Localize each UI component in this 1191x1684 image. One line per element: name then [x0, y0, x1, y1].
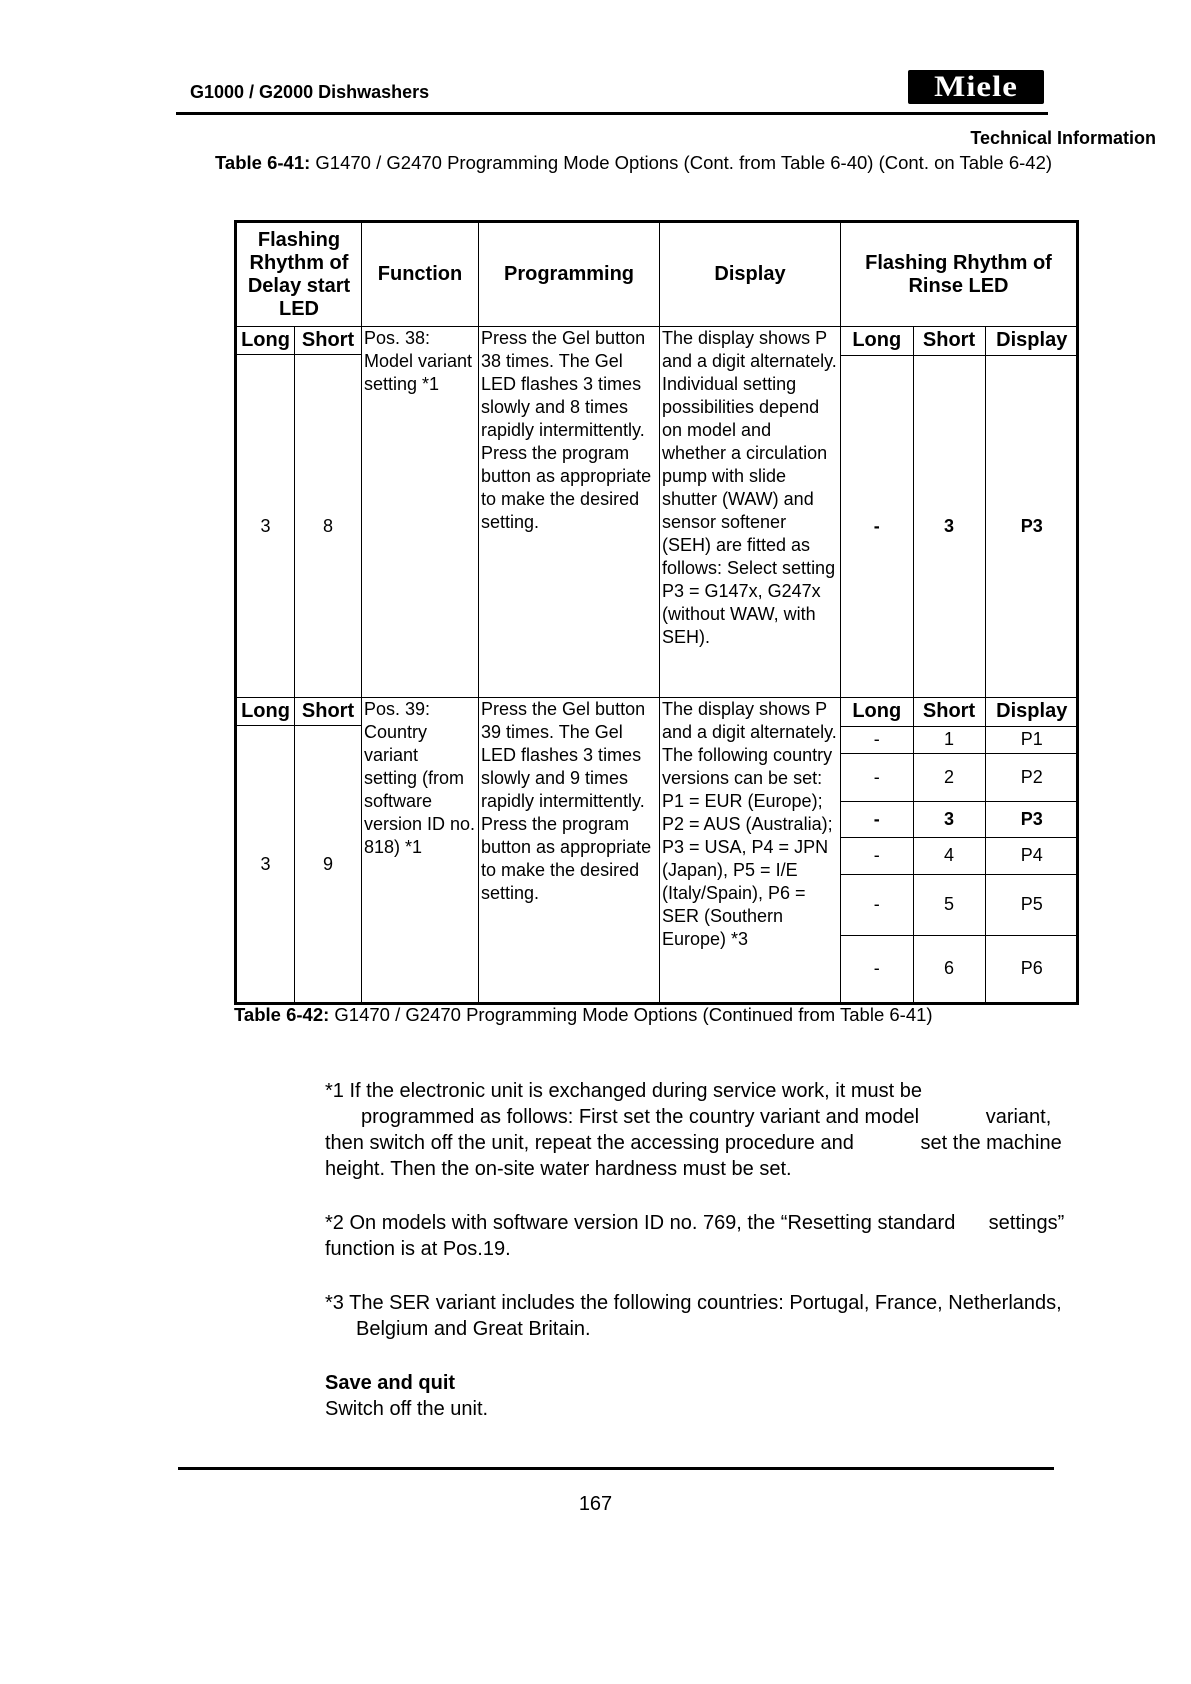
footnote-1-line-3: then switch off the unit, repeat the accessing procedure and set the machine — [325, 1132, 1062, 1154]
rinse-long-value: - — [841, 355, 913, 697]
rinse-long-value: - — [841, 935, 913, 1002]
delay-short-value: 9 — [295, 726, 362, 1004]
rinse-long-value: - — [841, 753, 913, 801]
footnote-2 — [325, 1210, 1145, 1262]
logo-text: Miele — [934, 70, 1018, 104]
rinse-display-value: P6 — [985, 935, 1078, 1002]
caption-top-label: Table 6-41: — [215, 152, 311, 173]
function-cell: Pos. 38: Model variant setting *1 — [362, 327, 479, 698]
footnote-1-line-2: programmed as follows: First set the country variant and model variant, — [361, 1106, 1052, 1128]
rinse-sub-display: Display — [985, 327, 1078, 355]
rinse-led-cell — [841, 698, 1078, 1004]
footnote-1-line-1: *1 If the electronic unit is exchanged during service work, it must be — [325, 1080, 922, 1102]
delay-short-value: 8 — [295, 355, 362, 698]
rinse-short-value: 3 — [913, 801, 985, 837]
rinse-display-value: P3 — [985, 355, 1078, 697]
rinse-short-value: 2 — [913, 753, 985, 801]
sub-short: Short — [295, 698, 362, 726]
programming-options-table — [234, 220, 1079, 1005]
rinse-display-value: P3 — [985, 801, 1078, 837]
save-and-quit-heading: Save and quit — [325, 1372, 456, 1394]
page-number: 167 — [578, 1493, 613, 1515]
section-label: Technical Information — [970, 128, 1156, 148]
header-function: Function — [362, 222, 479, 327]
header-flashing-delay: Flashing Rhythm of Delay start LED — [236, 222, 362, 327]
footnote-2-line-2: function is at Pos.19. — [325, 1238, 511, 1260]
rinse-short-value: 3 — [913, 355, 985, 697]
delay-long-value: 3 — [236, 355, 295, 698]
rinse-display-value: P5 — [985, 874, 1078, 935]
footer-rule — [178, 1467, 1054, 1470]
footnote-3-line-2: Belgium and Great Britain. — [356, 1318, 591, 1340]
display-cell: The display shows P and a digit alternately. The following country versions can be set: P1 = EUR (Europe); P2 = AUS (Australia); P3 = USA, P4 = JPN (Japan), P5 = I/E (Italy/Spain), P6 = SER (Southern Europe) *3 — [660, 698, 841, 1004]
rinse-sub-display: Display — [985, 698, 1078, 726]
function-cell: Pos. 39: Country variant setting (from software version ID no. 818) *1 — [362, 698, 479, 1004]
footnote-1 — [325, 1078, 1145, 1182]
rinse-short-value: 5 — [913, 874, 985, 935]
rinse-long-value: - — [841, 801, 913, 837]
footnote-3-line-1: *3 The SER variant includes the following countries: Portugal, France, Netherlands, — [325, 1292, 1062, 1314]
rinse-sub-long: Long — [841, 698, 913, 726]
rinse-short-value: 1 — [913, 726, 985, 753]
rinse-subtable — [841, 327, 1078, 697]
programming-cell: Press the Gel button 39 times. The Gel LED flashes 3 times slowly and 9 times rapidly intermittently. Press the program button as appropriate to make the desired setting. — [479, 698, 660, 1004]
save-and-quit — [325, 1370, 1145, 1422]
footnote-1-line-4: height. Then the on-site water hardness must be set. — [325, 1158, 792, 1180]
header-programming: Programming — [479, 222, 660, 327]
programming-cell: Press the Gel button 38 times. The Gel LED flashes 3 times slowly and 8 times rapidly intermittently. Press the program button as appropriate to make the desired setting. — [479, 327, 660, 698]
table-caption-top — [215, 152, 1052, 174]
sub-short: Short — [295, 327, 362, 355]
rinse-sub-short: Short — [913, 698, 985, 726]
header-display: Display — [660, 222, 841, 327]
caption-top-text: G1470 / G2470 Programming Mode Options (Cont. from Table 6-40) (Cont. on Table 6-42) — [310, 152, 1053, 173]
delay-long-value: 3 — [236, 726, 295, 1004]
rinse-short-value: 4 — [913, 837, 985, 874]
caption-bottom-text: G1470 / G2470 Programming Mode Options (Continued from Table 6-41) — [329, 1004, 933, 1025]
rinse-long-value: - — [841, 726, 913, 753]
sub-long: Long — [236, 698, 295, 726]
rinse-long-value: - — [841, 837, 913, 874]
display-cell: The display shows P and a digit alternately. Individual setting possibilities depend on model and whether a circulation pump with slide shutter (WAW) and sensor softener (SEH) are fitted as follows: Select setting P3 = G147x, G247x (without WAW, with SEH). — [660, 327, 841, 698]
rinse-short-value: 6 — [913, 935, 985, 1002]
rinse-led-cell — [841, 327, 1078, 698]
sub-long: Long — [236, 327, 295, 355]
footnote-3 — [325, 1290, 1145, 1342]
footnotes — [325, 1078, 1145, 1450]
header-flashing-rinse: Flashing Rhythm of Rinse LED — [841, 222, 1078, 327]
miele-logo — [908, 70, 1044, 104]
rinse-display-value: P2 — [985, 753, 1078, 801]
rinse-subtable — [841, 698, 1078, 1002]
save-and-quit-text: Switch off the unit. — [325, 1398, 489, 1420]
footnote-2-line-1: *2 On models with software version ID no. 769, the “Resetting standard settings” — [325, 1212, 1065, 1234]
rinse-sub-long: Long — [841, 327, 913, 355]
rinse-display-value: P4 — [985, 837, 1078, 874]
caption-bottom-label: Table 6-42: — [234, 1004, 330, 1025]
table-caption-bottom — [234, 1004, 933, 1026]
rinse-display-value: P1 — [985, 726, 1078, 753]
header-rule — [176, 112, 1048, 115]
document-header-title: G1000 / G2000 Dishwashers — [190, 82, 430, 102]
rinse-long-value: - — [841, 874, 913, 935]
rinse-sub-short: Short — [913, 327, 985, 355]
